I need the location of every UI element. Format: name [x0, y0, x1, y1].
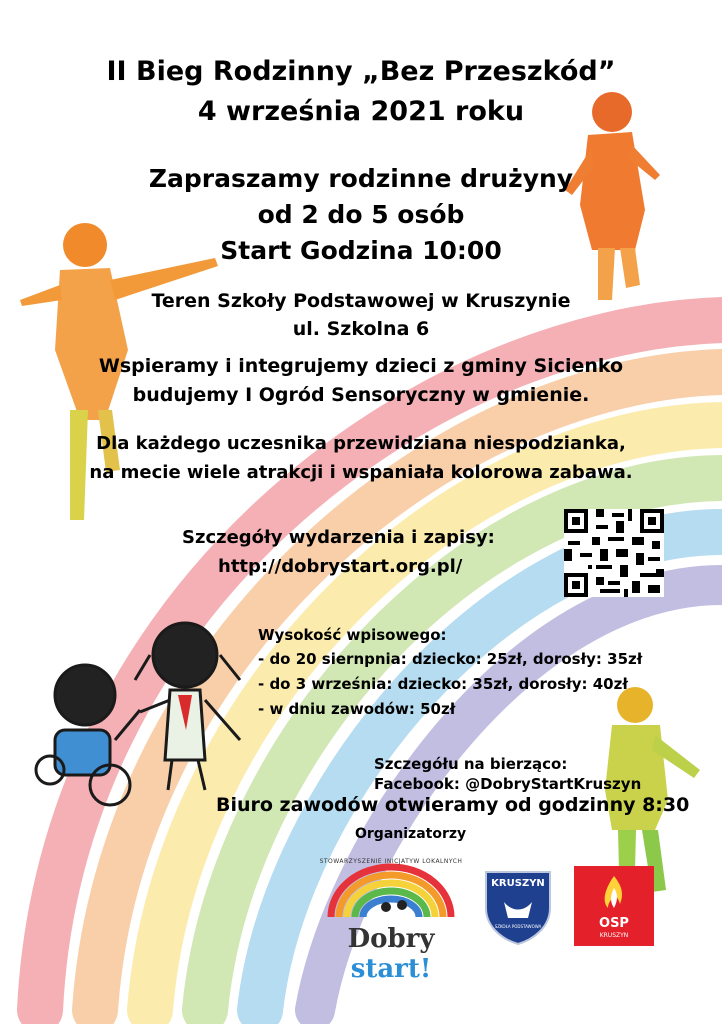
surprise-line2: na mecie wiele atrakcji i wspaniała kolorowa zabawa.: [89, 462, 633, 483]
logo-word-start: start!: [350, 954, 432, 984]
osp-subtext: KRUSZYN: [599, 932, 629, 939]
details-label: Szczegóły wydarzenia i zapisy:: [182, 527, 495, 548]
start-time: Start Godzina 10:00: [220, 236, 502, 265]
support-line1: Wspieramy i integrujemy dzieci z gminy Sicienko: [98, 355, 624, 377]
osp-text: OSP: [599, 916, 629, 931]
location-line1: Teren Szkoły Podstawowej w Kruszynie: [151, 290, 571, 312]
flame-icon: [574, 872, 654, 916]
school-subtitle: SZKOŁA PODSTAWOWA: [494, 924, 542, 929]
logo-arc-text: STOWARZYSZENIE INICJATYW LOKALNYCH: [319, 858, 463, 865]
school-name: KRUSZYN: [491, 878, 545, 889]
event-date: 4 września 2021 roku: [197, 96, 525, 127]
osp-logo: [574, 866, 654, 946]
surprise-line1: Dla każdego uczesnika przewidziana niespodzianka,: [96, 433, 626, 454]
office-hours: Biuro zawodów otwieramy od godzinny 8:30: [216, 794, 690, 816]
fee-item: - do 3 września: dziecko: 35zł, dorosły: 40zł: [258, 675, 628, 693]
qr-code: [564, 509, 664, 597]
facebook-handle[interactable]: Facebook: @DobryStartKruszyn: [374, 775, 642, 793]
invite-line1: Zapraszamy rodzinne drużyny: [148, 164, 574, 193]
school-shield-logo: [482, 868, 554, 946]
invite-line2: od 2 do 5 osób: [257, 200, 465, 229]
logo-word-dobry: Dobry: [347, 924, 435, 954]
fee-item: - w dniu zawodów: 50zł: [258, 700, 456, 718]
dobry-start-logo: [306, 858, 476, 984]
support-line2: budujemy I Ogród Sensoryczny w gmienie.: [132, 384, 590, 406]
fees-heading: Wysokość wpisowego:: [258, 626, 447, 644]
registration-link[interactable]: http://dobrystart.org.pl/: [218, 556, 463, 577]
organizers-label: Organizatorzy: [355, 826, 467, 842]
location-address: ul. Szkolna 6: [292, 318, 430, 340]
event-title-line1: II Bieg Rodzinny „Bez Przeszkód”: [106, 56, 616, 87]
fee-item: - do 20 siernpnia: dziecko: 25zł, dorosły: 35zł: [258, 650, 643, 668]
updates-label: Szczegółu na bierząco:: [374, 755, 568, 773]
logo-rainbow-icon: [306, 862, 476, 922]
